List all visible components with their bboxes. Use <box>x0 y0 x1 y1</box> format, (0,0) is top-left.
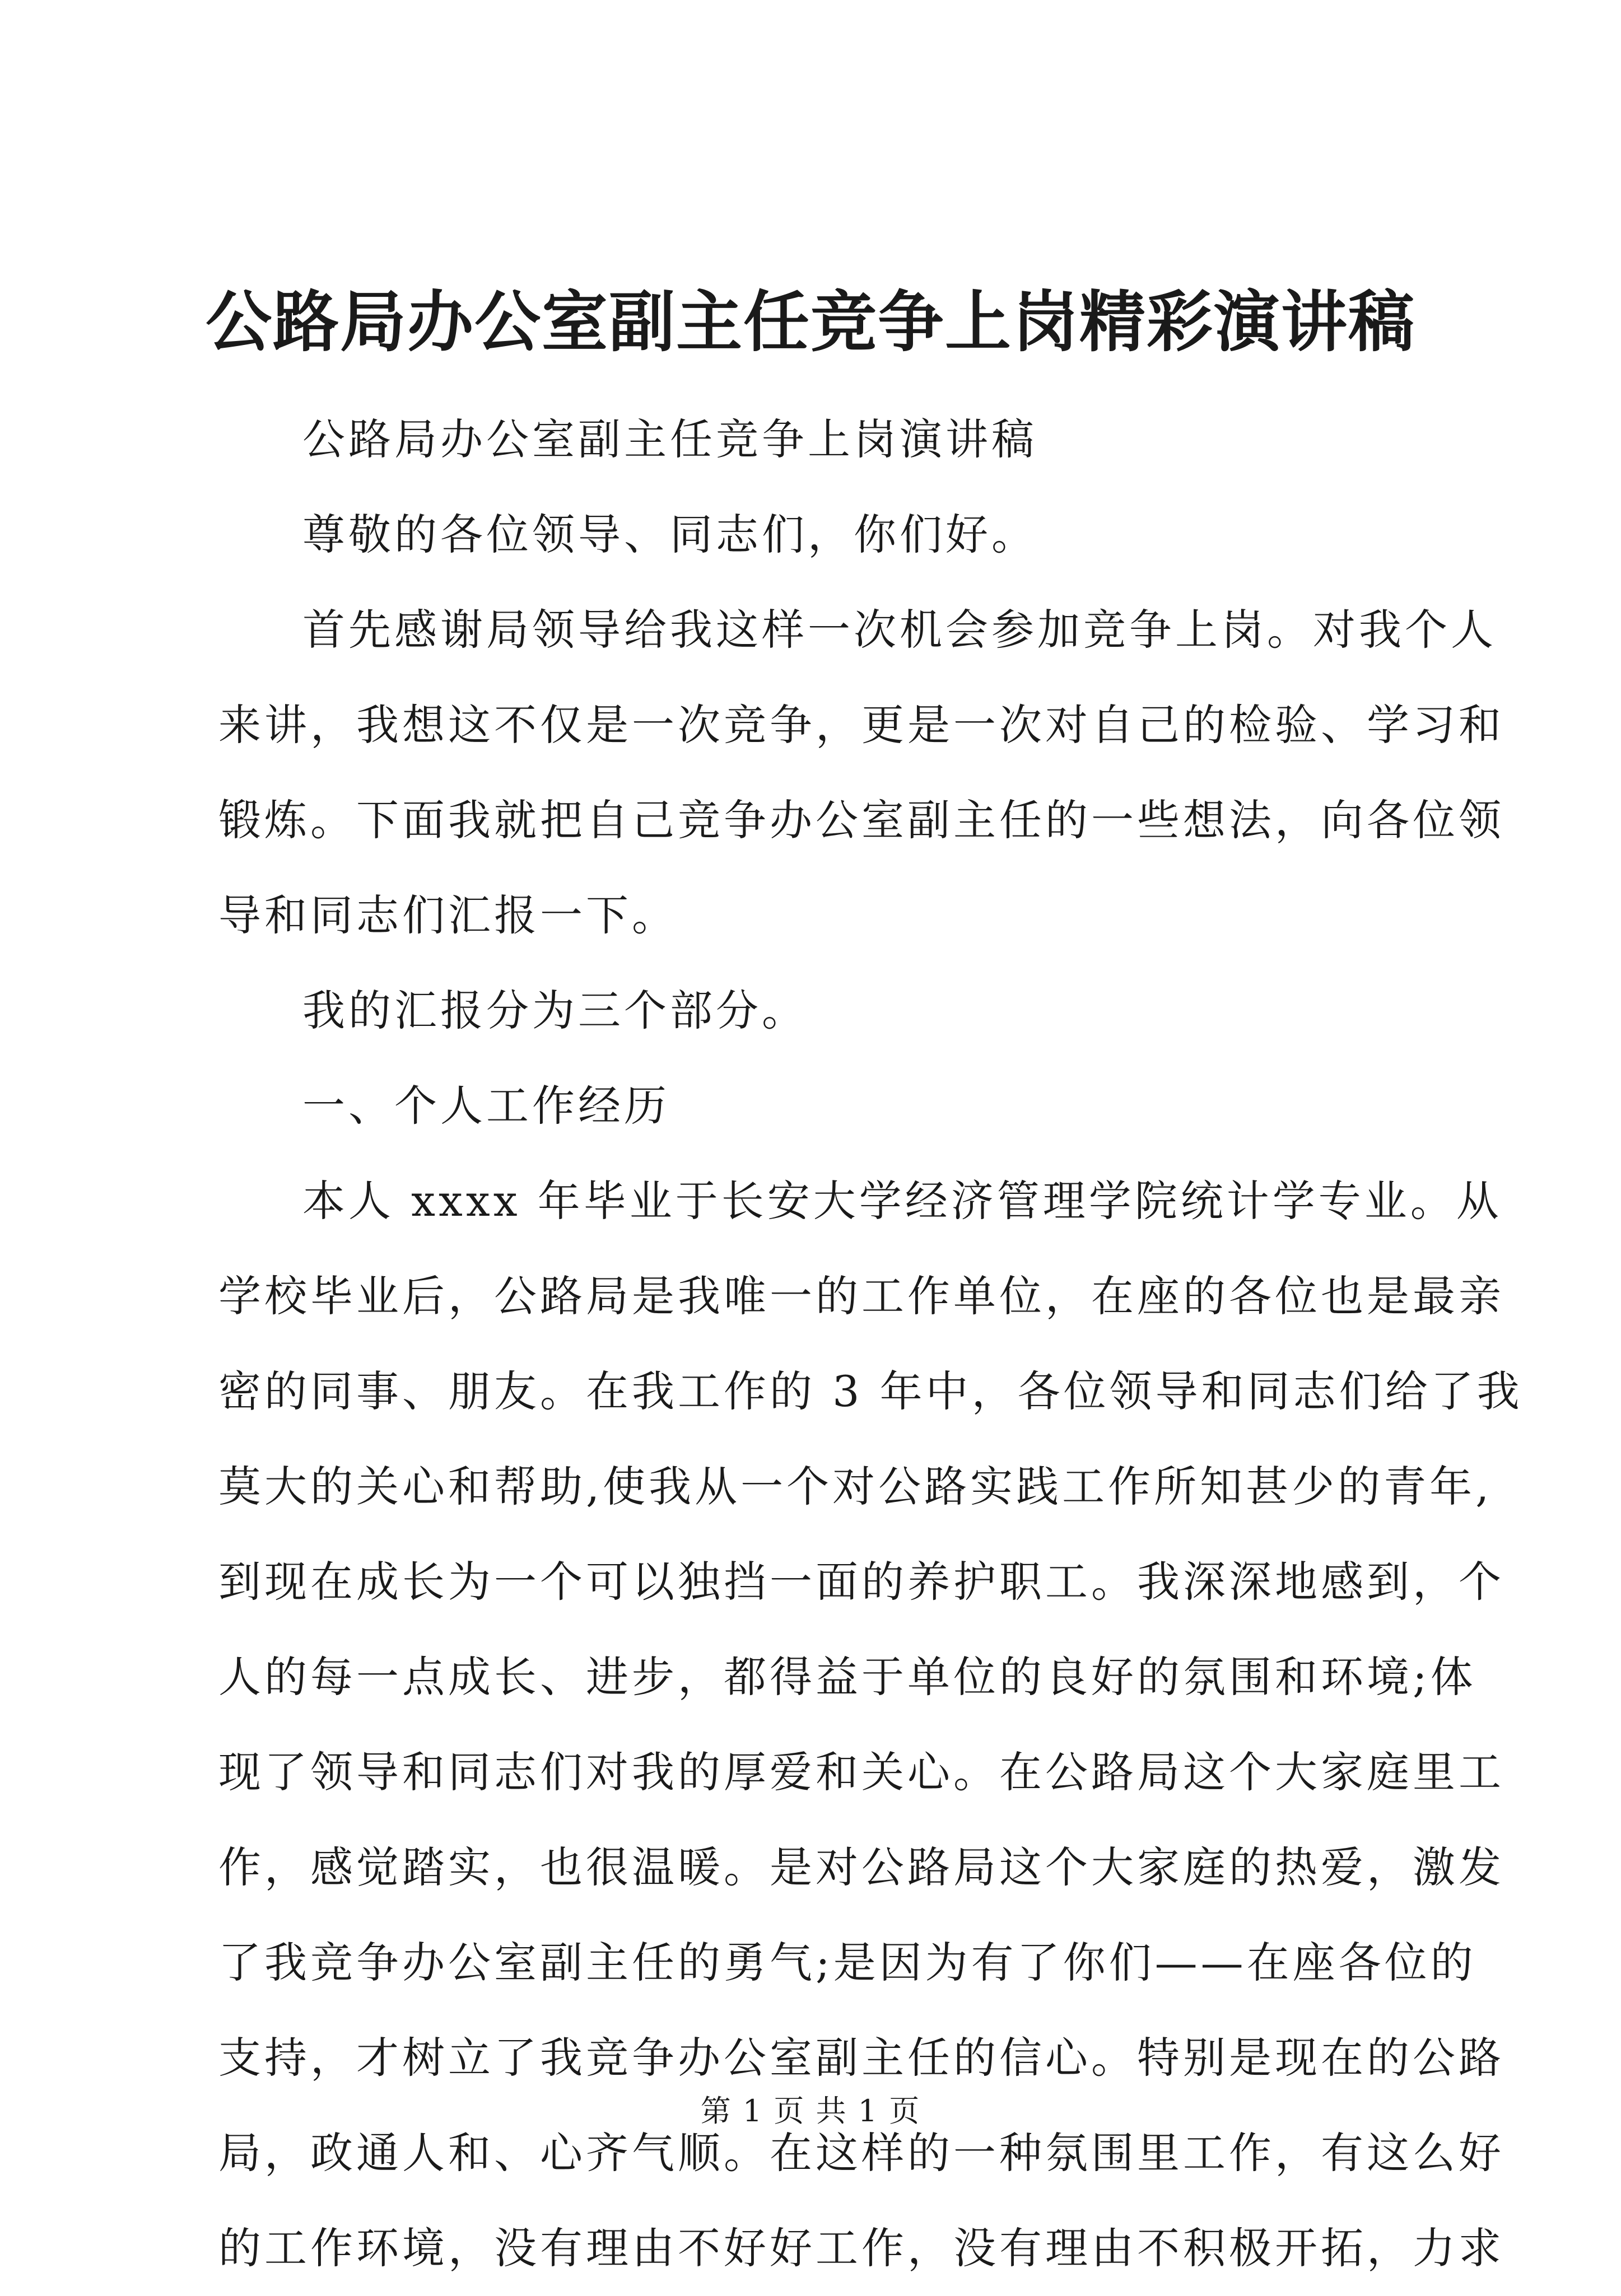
paragraph-line: 本人 xxxx 年毕业于长安大学经济管理学院统计学专业。从 <box>302 1176 1502 1226</box>
document-title: 公路局办公室副主任竞争上岗精彩演讲稿 <box>205 283 1415 361</box>
page-footer: 第 1 页 共 1 页 <box>700 2093 921 2129</box>
paragraph-line: 人的每一点成长、进步，都得益于单位的良好的氛围和环境;体 <box>218 1652 1476 1702</box>
paragraph-line: 到现在成长为一个可以独挡一面的养护职工。我深深地感到，个 <box>218 1557 1504 1607</box>
subtitle-line: 公路局办公室副主任竞争上岗演讲稿 <box>302 414 1037 464</box>
document-body <box>218 392 1523 2296</box>
paragraph-line: 莫大的关心和帮助,使我从一个对公路实践工作所知甚少的青年, <box>218 1462 1493 1511</box>
paragraph-line: 我的汇报分为三个部分。 <box>302 986 808 1035</box>
section-heading: 一、个人工作经历 <box>302 1081 670 1131</box>
paragraph-line: 现了领导和同志们对我的厚爱和关心。在公路局这个大家庭里工 <box>218 1747 1504 1797</box>
paragraph-line: 的工作环境，没有理由不好好工作，没有理由不积极开拓，力求 <box>218 2223 1504 2273</box>
paragraph-line: 锻炼。下面我就把自己竞争办公室副主任的一些想法，向各位领 <box>218 795 1504 845</box>
paragraph-line: 作，感觉踏实，也很温暖。是对公路局这个大家庭的热爱，激发 <box>218 1842 1504 1892</box>
paragraph-line: 学校毕业后，公路局是我唯一的工作单位，在座的各位也是最亲 <box>218 1271 1504 1321</box>
paragraph-line: 支持，才树立了我竞争办公室副主任的信心。特别是现在的公路 <box>218 2033 1504 2083</box>
paragraph-line: 导和同志们汇报一下。 <box>218 890 678 940</box>
greeting-line: 尊敬的各位领导、同志们，你们好。 <box>302 510 1037 559</box>
paragraph-line: 来讲，我想这不仅是一次竞争，更是一次对自己的检验、学习和 <box>218 700 1504 750</box>
paragraph-line: 局，政通人和、心齐气顺。在这样的一种氛围里工作，有这么好 <box>218 2128 1504 2178</box>
paragraph-line: 密的同事、朋友。在我工作的 3 年中，各位领导和同志们给了我 <box>218 1366 1523 1416</box>
paragraph-line: 了我竞争办公室副主任的勇气;是因为有了你们——在座各位的 <box>218 1938 1476 1987</box>
paragraph-line: 首先感谢局领导给我这样一次机会参加竞争上岗。对我个人 <box>302 605 1497 655</box>
